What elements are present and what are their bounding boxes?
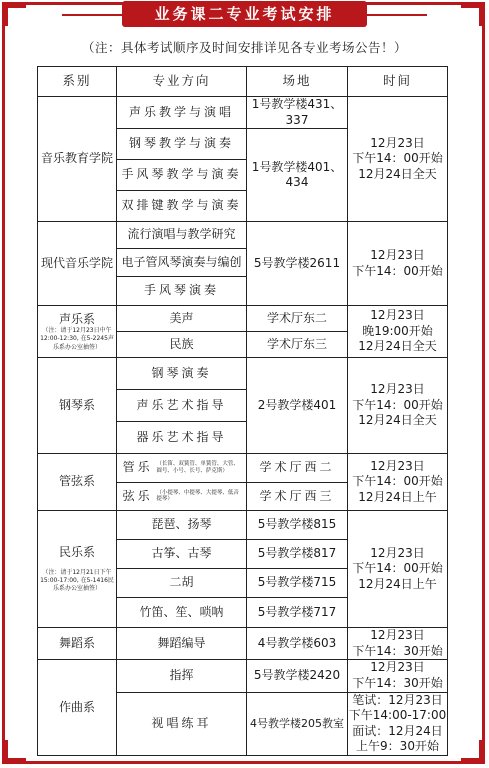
- venue-cell: 5号教学楼815: [247, 511, 348, 540]
- major-cell: 琵琶、扬琴: [117, 511, 247, 540]
- time-line: 12月24日全天: [358, 166, 437, 181]
- dept-cell: 现代音乐学院: [38, 222, 117, 306]
- table-row: [38, 97, 448, 129]
- time-line: 下午14：00开始: [352, 474, 443, 489]
- time-line: 12月23日: [370, 135, 425, 150]
- table-header-row: [38, 67, 448, 97]
- major-cell: 声乐艺术指导: [117, 390, 247, 422]
- table-row: [38, 660, 448, 692]
- dept-name: 声乐系: [58, 311, 95, 326]
- table-row: [38, 358, 448, 390]
- time-line: 下午14：00开始: [352, 263, 443, 278]
- dept-cell: [38, 511, 117, 628]
- table-row: [38, 306, 448, 332]
- header-major: 专业方向: [117, 67, 247, 97]
- header-time: 时间: [348, 67, 448, 97]
- major-cell: 二胡: [117, 569, 247, 598]
- dept-note: （注：请于12月21日下午15:00-17:00, 在5-1416民乐系办公室抽签）: [40, 568, 114, 593]
- time-line: 晚19:00开始: [362, 323, 433, 338]
- venue-cell: 5号教学楼817: [247, 540, 348, 569]
- time-line: 下午14：00开始: [352, 561, 443, 576]
- major-cell: 双排键教学与演奏: [117, 191, 247, 222]
- table-row: [38, 511, 448, 540]
- major-cell: 手风琴教学与演奏: [117, 160, 247, 191]
- major-cell: 流行演唱与教学研究: [117, 222, 247, 249]
- time-line: 12月23日: [370, 248, 425, 263]
- major-cell: 舞蹈编导: [117, 628, 247, 660]
- major-name: 弦乐: [122, 488, 153, 503]
- major-cell: 竹笛、笙、唢呐: [117, 598, 247, 628]
- dept-cell: 音乐教育学院: [38, 97, 117, 222]
- time-cell: [348, 628, 448, 660]
- header-dept: 系别: [38, 67, 117, 97]
- venue-cell: 1号教学楼401、434: [247, 129, 348, 222]
- major-name: 管乐: [122, 460, 153, 475]
- time-line: 下午14：30开始: [352, 675, 443, 690]
- venue-cell: 5号教学楼717: [247, 598, 348, 628]
- time-cell: [348, 358, 448, 454]
- table-row: [38, 454, 448, 483]
- major-cell: 民族: [117, 332, 247, 358]
- dept-cell: 作曲系: [38, 660, 117, 756]
- time-line: 12月24日上午: [358, 489, 437, 504]
- time-line: 12月23日: [370, 660, 425, 675]
- table-row: [38, 628, 448, 660]
- time-line: 12月23日: [370, 628, 425, 643]
- header-venue: 场地: [247, 67, 348, 97]
- time-cell: [348, 454, 448, 511]
- venue-cell: 学术厅东二: [247, 306, 348, 332]
- time-cell: [348, 511, 448, 628]
- page-title: 业务课二专业考试安排: [122, 1, 367, 27]
- venue-cell: 学术厅东三: [247, 332, 348, 358]
- title-area: [0, 0, 489, 30]
- venue-cell: 4号教学楼205教室: [247, 692, 348, 755]
- venue-cell: 1号教学楼431、337: [247, 97, 348, 129]
- major-cell: 美声: [117, 306, 247, 332]
- dept-name: 民乐系: [58, 545, 95, 560]
- time-line: 12月23日: [370, 545, 425, 560]
- venue-cell: 学术厅西三: [247, 483, 348, 511]
- schedule-table: [37, 66, 448, 756]
- venue-cell: 5号教学楼2420: [247, 660, 348, 692]
- major-cell: 器乐艺术指导: [117, 422, 247, 454]
- table-row: [38, 222, 448, 249]
- exam-note: （注：具体考试顺序及时间安排详见各专业考场公告！）: [81, 40, 407, 55]
- time-line: 下午14：00开始: [352, 151, 443, 166]
- time-line: 下午14：00开始: [352, 397, 443, 412]
- major-cell: 电子管风琴演奏与编创: [117, 249, 247, 277]
- time-line: 12月23日: [370, 382, 425, 397]
- title-rule-right: [367, 14, 427, 16]
- dept-cell: 舞蹈系: [38, 628, 117, 660]
- venue-cell: 5号教学楼2611: [247, 222, 348, 306]
- major-cell: 钢琴教学与演奏: [117, 129, 247, 160]
- major-cell: 古筝、古琴: [117, 540, 247, 569]
- time-cell: [348, 692, 448, 755]
- time-line: 下午14：30开始: [352, 643, 443, 658]
- corner-ornament: [461, 740, 485, 764]
- dept-cell: 管弦系: [38, 454, 117, 511]
- time-line: 12月24日全天: [358, 339, 437, 354]
- major-cell: 钢琴演奏: [117, 358, 247, 390]
- major-cell: 指挥: [117, 660, 247, 692]
- time-cell: [348, 306, 448, 358]
- major-cell: [117, 454, 247, 483]
- major-note: （小提琴、中提琴、大提琴、低音提琴）: [156, 489, 239, 503]
- time-line: 12月24日全天: [358, 413, 437, 428]
- dept-note: （注：请于12月23日中午12:00-12:30, 在5-2245声乐系办公室抽签）: [40, 327, 114, 351]
- time-line: 面试：12月24日 上午9：30开始: [352, 723, 443, 754]
- venue-cell: 5号教学楼715: [247, 569, 348, 598]
- time-cell: [348, 222, 448, 306]
- venue-cell: 学术厅西二: [247, 454, 348, 483]
- time-line: 笔试：12月23日 下午14:00-17:00: [348, 692, 447, 723]
- time-line: 12月23日: [370, 458, 425, 473]
- title-rule-left: [62, 14, 122, 16]
- dept-cell: 钢琴系: [38, 358, 117, 454]
- time-line: 12月24日上午: [358, 576, 437, 591]
- venue-cell: 2号教学楼401: [247, 358, 348, 454]
- major-cell: 视唱练耳: [117, 692, 247, 755]
- dept-cell: [38, 306, 117, 358]
- time-line: 12月23日: [370, 308, 425, 323]
- time-cell: [348, 97, 448, 222]
- corner-ornament: [2, 740, 26, 764]
- major-cell: 手风琴演奏: [117, 277, 247, 306]
- major-cell: [117, 483, 247, 511]
- major-note: （长笛、双簧管、单簧管、大管、圆号、小号、长号、萨克斯）: [156, 461, 239, 474]
- time-cell: [348, 660, 448, 692]
- major-cell: 声乐教学与演唱: [117, 97, 247, 129]
- venue-cell: 4号教学楼603: [247, 628, 348, 660]
